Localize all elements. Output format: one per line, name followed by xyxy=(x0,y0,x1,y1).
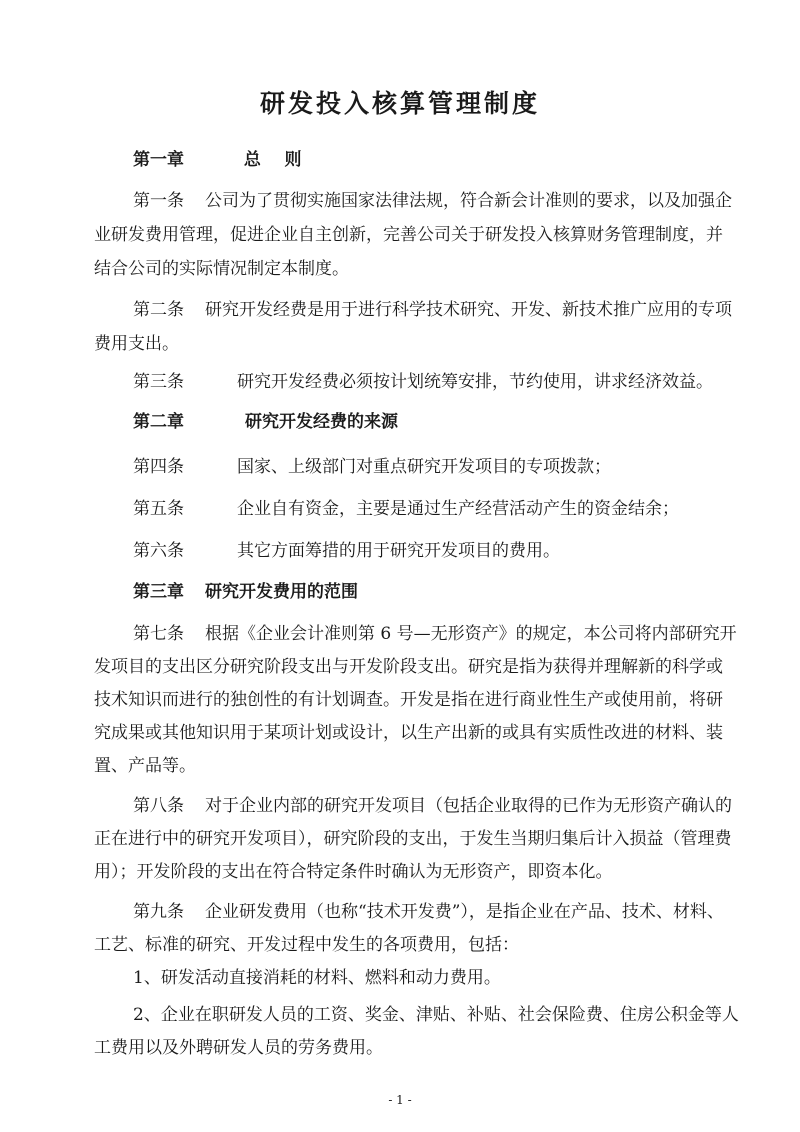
chapter-3-label: 第三章 xyxy=(133,582,184,602)
article-5-line-1 xyxy=(133,497,679,521)
article-7-line-2: 发项目的支出区分研究阶段支出与开发阶段支出。研究是指为获得并理解新的科学或 xyxy=(94,657,723,677)
article-6-label: 第六条 xyxy=(133,541,184,561)
article-1-label: 第一条 xyxy=(133,191,184,211)
article-9-text-1: 企业研发费用（也称“技术开发费”），是指企业在产品、技术、材料、 xyxy=(205,902,724,922)
article-2-line-1 xyxy=(133,298,732,322)
article-7-line-1 xyxy=(133,622,737,646)
article-1-line-1 xyxy=(133,189,732,213)
article-2-label: 第二条 xyxy=(133,300,184,320)
article-9-line-1 xyxy=(133,900,724,924)
article-9-line-2: 工艺、标准的研究、开发过程中发生的各项费用，包括： xyxy=(94,935,519,955)
article-3-text-1: 研究开发经费必须按计划统筹安排，节约使用，讲求经济效益。 xyxy=(237,372,713,392)
chapter-2-label: 第二章 xyxy=(133,412,184,432)
article-3-label: 第三条 xyxy=(133,372,184,392)
article-6-text-1: 其它方面筹措的用于研究开发项目的费用。 xyxy=(237,541,560,561)
article-7-label: 第七条 xyxy=(133,624,184,644)
article-4-text-1: 国家、上级部门对重点研究开发项目的专项拨款； xyxy=(237,457,611,477)
article-9-item-2-line-2: 工费用以及外聘研发人员的劳务费用。 xyxy=(94,1038,383,1058)
article-7-line-3: 技术知识而进行的独创性的有计划调查。开发是指在进行商业性生产或使用前，将研 xyxy=(94,690,723,710)
chapter-2-heading xyxy=(133,410,398,434)
article-4-line-1 xyxy=(133,455,611,479)
article-4-label: 第四条 xyxy=(133,457,184,477)
chapter-1-heading xyxy=(133,148,302,172)
article-9-item-1: 1、研发活动直接消耗的材料、燃料和动力费用。 xyxy=(133,968,501,988)
article-8-line-2: 正在进行中的研究开发项目），研究阶段的支出，于发生当期归集后计入损益（管理费 xyxy=(94,829,732,849)
article-1-line-3: 结合公司的实际情况制定本制度。 xyxy=(94,259,349,279)
article-8-line-3: 用）；开发阶段的支出在符合特定条件时确认为无形资产，即资本化。 xyxy=(94,862,613,882)
article-1-line-2: 业研发费用管理，促进企业自主创新，完善公司关于研发投入核算财务管理制度，并 xyxy=(94,225,723,245)
article-2-line-2: 费用支出。 xyxy=(94,334,179,354)
article-9-item-2-line-1: 2、企业在职研发人员的工资、奖金、津贴、补贴、社会保险费、住房公积金等人 xyxy=(133,1005,739,1025)
article-7-line-5: 置、产品等。 xyxy=(94,756,196,776)
article-9-label: 第九条 xyxy=(133,902,184,922)
article-8-text-1: 对于企业内部的研究开发项目（包括企业取得的已作为无形资产确认的 xyxy=(205,796,732,816)
article-2-text-1: 研究开发经费是用于进行科学技术研究、开发、新技术推广应用的专项 xyxy=(205,300,732,320)
chapter-2-title: 研究开发经费的来源 xyxy=(245,412,398,432)
article-5-text-1: 企业自有资金，主要是通过生产经营活动产生的资金结余； xyxy=(237,499,679,519)
article-1-text-1: 公司为了贯彻实施国家法律法规，符合新会计准则的要求，以及加强企 xyxy=(205,191,732,211)
document-title: 研发投入核算管理制度 xyxy=(259,89,540,118)
article-7-line-4: 究成果或其他知识用于某项计划或设计，以生产出新的或具有实质性改进的材料、装 xyxy=(94,723,723,743)
page-number: - 1 - xyxy=(388,1093,412,1107)
article-8-line-1 xyxy=(133,794,732,818)
article-5-label: 第五条 xyxy=(133,499,184,519)
chapter-3-title: 研究开发费用的范围 xyxy=(205,582,358,602)
article-8-label: 第八条 xyxy=(133,796,184,816)
article-6-line-1 xyxy=(133,539,560,563)
article-7-text-1: 根据《企业会计准则第 6 号—无形资产》的规定，本公司将内部研究开 xyxy=(205,624,737,644)
article-3-line-1 xyxy=(133,370,713,394)
chapter-3-heading xyxy=(133,580,358,604)
chapter-1-title: 总 则 xyxy=(243,150,302,170)
chapter-1-label: 第一章 xyxy=(133,150,184,170)
